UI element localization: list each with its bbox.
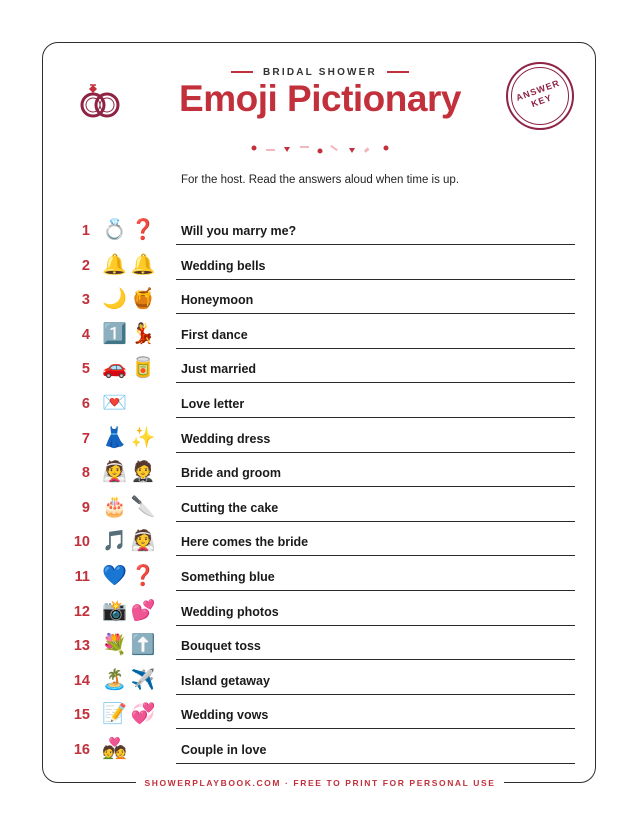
answer-row [0,250,640,282]
item-number: 4 [81,326,90,343]
answer-row [0,284,640,316]
answer-key-stamp-inner [511,67,569,125]
answer-line [176,659,575,660]
answer-row [0,423,640,455]
item-number: 3 [81,292,90,309]
emoji-clue: 💌 [102,390,131,414]
eyebrow-dash-right [387,71,409,73]
answer-row [0,457,640,489]
footer-text: SHOWERPLAYBOOK.COM · FREE TO PRINT FOR PERSONAL USE [136,778,503,788]
emoji-clue: 💙❓ [102,563,160,587]
answer-line [176,555,575,556]
emoji-clue: 👰🤵 [102,459,160,484]
answer-key-stamp-text: ANSWER KEY [514,77,562,110]
emoji-clue: 🎵👰 [102,528,160,553]
item-number: 9 [81,499,90,516]
emoji-clue: 💐⬆️ [102,632,160,657]
item-number: 11 [74,569,90,585]
item-number: 15 [73,707,90,724]
answer-line [176,521,575,522]
answer-line [176,452,575,453]
answer-line [176,279,575,280]
answer-line [176,763,575,764]
emoji-clue: 📸💕 [102,597,160,622]
answer-text: Just married [181,362,257,377]
answer-line [176,728,575,729]
answer-text: Love letter [181,397,245,411]
answer-text: Something blue [181,570,275,584]
item-number: 13 [73,638,90,655]
item-number: 6 [81,396,90,412]
item-number: 12 [73,603,90,620]
eyebrow-dash-left [231,71,253,73]
emoji-clue: 🚗🥫 [102,355,160,380]
item-number: 5 [81,361,90,378]
host-instructions: For the host. Read the answers aloud when time is up. [180,174,460,186]
answer-row [0,665,640,697]
item-number: 8 [81,465,90,482]
answer-key-stamp [506,62,574,130]
answer-line [176,244,575,245]
answer-row [0,319,640,351]
answer-row [0,492,640,524]
answer-text: Wedding dress [181,431,271,446]
answer-line [176,382,575,383]
answer-row [0,561,640,593]
answer-line [176,694,575,695]
emoji-clue: 🔔🔔 [102,251,160,276]
answer-line [176,590,575,591]
answer-text: Cutting the cake [181,500,279,515]
answer-line [176,625,575,626]
item-number: 2 [81,257,90,274]
answer-row [0,630,640,662]
item-number: 10 [73,534,90,551]
answer-text: Couple in love [181,743,267,757]
emoji-clue: 1️⃣💃 [102,320,160,345]
answer-text: Bouquet toss [181,639,261,654]
confetti-divider [248,142,392,158]
page-title: Emoji Pictionary [179,78,461,119]
answer-text: Here comes the bride [181,535,309,550]
emoji-clue: 👗✨ [102,424,160,449]
answer-text: Will you marry me? [181,224,297,238]
item-number: 7 [81,430,90,447]
answer-row [0,215,640,247]
answer-text: Wedding bells [181,258,266,273]
answer-line [176,313,575,314]
item-number: 14 [73,672,90,689]
answer-text: Bride and groom [181,466,282,481]
emoji-clue: 🌙🍯 [102,286,160,311]
answer-row [0,353,640,385]
answer-row [0,699,640,731]
emoji-clue: 📝💞 [102,701,160,726]
item-number: 16 [73,742,90,758]
footer-credit [0,778,640,788]
answer-row [0,734,640,766]
eyebrow-text: BRIDAL SHOWER [263,67,377,78]
answer-line [176,417,575,418]
item-number: 1 [81,223,90,239]
emoji-clue: 💍❓ [102,217,160,241]
answer-text: Wedding photos [181,604,279,619]
answer-line [176,348,575,349]
answer-text: First dance [181,327,248,342]
answer-text: Honeymoon [181,293,254,308]
emoji-clue: 🏝️✈️ [102,666,160,691]
answer-text: Wedding vows [181,708,269,723]
answer-row [0,596,640,628]
emoji-clue: 💑 [102,736,131,760]
answer-line [176,486,575,487]
answer-row [0,526,640,558]
answer-row [0,388,640,420]
answer-text: Island getaway [181,673,270,688]
emoji-clue: 🎂🔪 [102,493,160,518]
